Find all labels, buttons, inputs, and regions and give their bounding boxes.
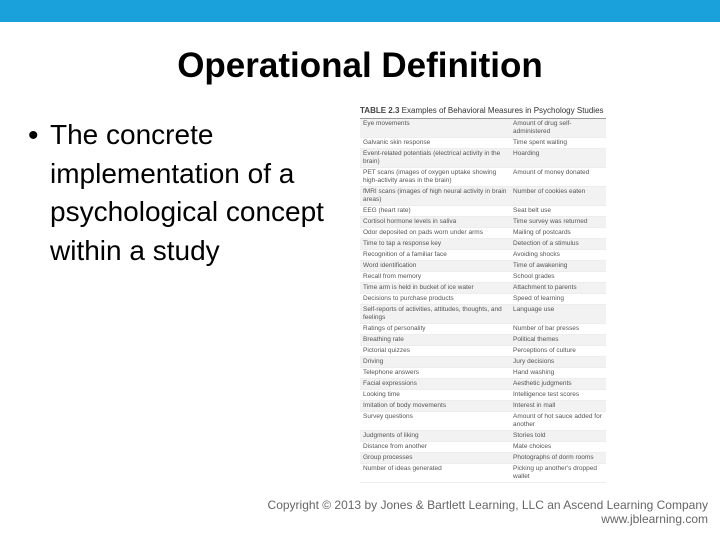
table-caption — [360, 104, 606, 119]
table-cell-left: Breathing rate — [363, 336, 404, 343]
table-cell-right: Detection of a stimulus — [513, 240, 579, 247]
table-row — [360, 335, 606, 346]
table-cell-right: School grades — [513, 273, 555, 280]
table-row — [360, 453, 606, 464]
table-cell-right: Hand washing — [513, 369, 555, 376]
copyright-footer — [268, 498, 708, 526]
table-cell-left: Judgments of liking — [363, 432, 419, 439]
table-cell-right: Language use — [513, 306, 555, 313]
table-cell-left: Time arm is held in bucket of ice water — [363, 284, 474, 291]
table-row — [360, 431, 606, 442]
table-row — [360, 357, 606, 368]
table-cell-left: Word identification — [363, 262, 417, 269]
table-row — [360, 412, 606, 431]
table-cell-left: Self-reports of activities, attitudes, thoughts, and feelings — [363, 306, 502, 321]
table-cell-left: Facial expressions — [363, 380, 417, 387]
table-cell-right: Interest in mall — [513, 402, 556, 409]
table-cell-right: Amount of drug self-administered — [513, 120, 572, 135]
table-cell-left: Distance from another — [363, 443, 427, 450]
table-row — [360, 149, 606, 168]
table-row — [360, 187, 606, 206]
table-cell-left: PET scans (images of oxygen uptake showing high-activity areas in the brain) — [363, 169, 497, 184]
table-cell-right: Jury decisions — [513, 358, 555, 365]
table-cell-left: Cortisol hormone levels in saliva — [363, 218, 457, 225]
table-cell-left: Pictorial quizzes — [363, 347, 410, 354]
table-cell-left: Driving — [363, 358, 384, 365]
table-cell-right: Intelligence test scores — [513, 391, 580, 398]
table-cell-right: Amount of money donated — [513, 169, 590, 176]
table-row — [360, 272, 606, 283]
table-row — [360, 368, 606, 379]
slide-title: Operational Definition — [177, 46, 543, 85]
table-cell-left: Number of ideas generated — [363, 465, 442, 472]
table-row — [360, 206, 606, 217]
table-row — [360, 346, 606, 357]
table-row — [360, 228, 606, 239]
table-row — [360, 217, 606, 228]
table-row — [360, 168, 606, 187]
table-row — [360, 138, 606, 149]
table-cell-right: Seat belt use — [513, 207, 551, 214]
table-cell-right: Time survey was returned — [513, 218, 588, 225]
table-cell-left: EEG (heart rate) — [363, 207, 411, 214]
table-row — [360, 283, 606, 294]
table-cell-right: Speed of learning — [513, 295, 564, 302]
table-cell-right: Time spent waiting — [513, 139, 567, 146]
table-row — [360, 239, 606, 250]
table-row — [360, 442, 606, 453]
table-cell-right: Avoiding shocks — [513, 251, 560, 258]
table-cell-right: Hoarding — [513, 150, 540, 157]
table-cell-left: Galvanic skin response — [363, 139, 431, 146]
table-row — [360, 119, 606, 138]
table-cell-right: Number of cookies eaten — [513, 188, 586, 195]
table-cell-left: Time to tap a response key — [363, 240, 442, 247]
table-cell-right: Number of bar presses — [513, 325, 580, 332]
table-cell-right: Mailing of postcards — [513, 229, 571, 236]
footer-url: www.jblearning.com — [601, 512, 708, 526]
table-row — [360, 324, 606, 335]
table-cell-left: Odor deposited on pads worn under arms — [363, 229, 483, 236]
table-row — [360, 379, 606, 390]
table-cell-left: fMRI scans (images of high neural activity in brain areas) — [363, 188, 507, 203]
top-accent-bar — [0, 0, 720, 22]
table-cell-right: Picking up another's dropped wallet — [513, 465, 597, 480]
table-cell-left: Recall from memory — [363, 273, 422, 280]
table-cell-right: Political themes — [513, 336, 559, 343]
table-cell-left: Decisions to purchase products — [363, 295, 454, 302]
table-row — [360, 401, 606, 412]
table-cell-left: Eye movements — [363, 120, 410, 127]
table-cell-left: Survey questions — [363, 413, 413, 420]
table-cell-right: Attachment to parents — [513, 284, 577, 291]
table-cell-left: Ratings of personality — [363, 325, 426, 332]
bullet-icon: • — [28, 119, 39, 152]
table-caption-text: Examples of Behavioral Measures in Psychology Studies — [401, 106, 604, 115]
table-cell-left: Event-related potentials (electrical activity in the brain) — [363, 150, 501, 165]
copyright-line: Copyright © 2013 by Jones & Bartlett Learning, LLC an Ascend Learning Company — [267, 498, 708, 512]
table-row — [360, 305, 606, 324]
table-cell-left: Looking time — [363, 391, 400, 398]
table-body — [360, 119, 606, 483]
table-cell-right: Amount of hot sauce added for another — [513, 413, 602, 428]
bullet-text: The concrete implementation of a psychological concept within a study — [50, 119, 324, 266]
table-cell-right: Aesthetic judgments — [513, 380, 572, 387]
table-cell-left: Group processes — [363, 454, 413, 461]
table-cell-left: Telephone answers — [363, 369, 420, 376]
table-row — [360, 261, 606, 272]
table-cell-left: Recognition of a familiar face — [363, 251, 447, 258]
table-cell-right: Mate choices — [513, 443, 552, 450]
table-row — [360, 390, 606, 401]
table-cell-right: Perceptions of culture — [513, 347, 576, 354]
table-cell-left: Imitation of body movements — [363, 402, 447, 409]
table-cell-right: Time of awakening — [513, 262, 568, 269]
table-row — [360, 464, 606, 483]
table-row — [360, 250, 606, 261]
table-cell-right: Photographs of dorm rooms — [513, 454, 594, 461]
table-row — [360, 294, 606, 305]
table-cell-right: Stories told — [513, 432, 546, 439]
table-tag: TABLE 2.3 — [360, 106, 400, 115]
behavioral-measures-table — [360, 104, 606, 492]
